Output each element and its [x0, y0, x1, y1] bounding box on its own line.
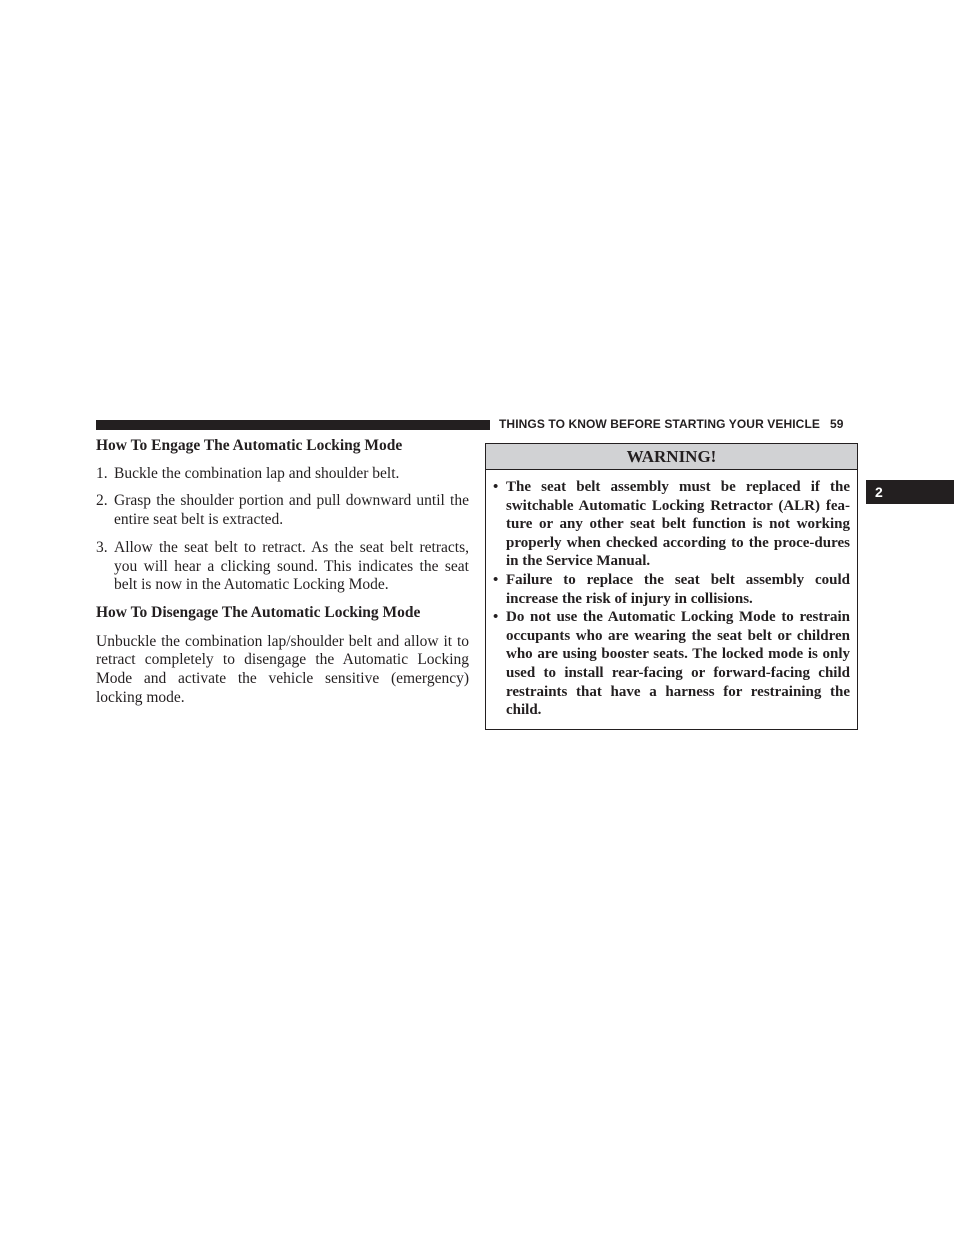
header-rule [96, 420, 490, 430]
disengage-paragraph: Unbuckle the combination lap/shoulder belt and allow it to retract completely to disengage the Automatic Locking Mode and activate the vehicle sensitive (emergency) locking mode. [96, 632, 469, 706]
bullet-icon: • [493, 609, 499, 626]
step-text: Allow the seat belt to retract. As the seat belt retracts, you will hear a clicking sound. This indicates the seat belt is now in the Automatic Locking Mode. [114, 538, 469, 594]
warning-text: The seat belt assembly must be replaced if the switchable Automatic Locking Retractor (ALR) fea-ture or any other seat belt function is not working properly when checked according to the proce-dures in the Service Manual. [506, 479, 850, 570]
step-item [96, 465, 469, 484]
warning-box [485, 443, 858, 730]
step-item [96, 539, 469, 595]
step-number: 2. [96, 492, 108, 510]
warning-text: Do not use the Automatic Locking Mode to restrain occupants who are wearing the seat belt or children who are using booster seats. The locked mode is only used to install rear-facing or forward-facing child restraints that have a harness for restraining the child. [506, 609, 850, 719]
chapter-tab: 2 [866, 480, 954, 504]
bullet-icon: • [493, 479, 499, 495]
step-item [96, 492, 469, 529]
warning-item [493, 571, 850, 608]
warning-list [486, 470, 857, 720]
warning-text: Failure to replace the seat belt assembly could increase the risk of injury in collisions. [506, 571, 850, 607]
running-header [499, 417, 858, 431]
warning-item [493, 478, 850, 571]
step-text: Buckle the combination lap and shoulder belt. [114, 464, 400, 482]
page-number: 59 [829, 417, 844, 431]
disengage-heading: How To Disengage The Automatic Locking Mode [96, 603, 421, 621]
bullet-icon: • [493, 571, 499, 588]
step-number: 1. [96, 464, 108, 482]
engage-steps [96, 465, 469, 595]
warning-item [493, 608, 850, 720]
left-column [96, 437, 469, 707]
step-text: Grasp the shoulder portion and pull downward until the entire seat belt is extracted. [114, 492, 469, 529]
section-title: THINGS TO KNOW BEFORE STARTING YOUR VEHICLE [499, 417, 820, 431]
step-number: 3. [96, 538, 108, 556]
warning-title: WARNING! [486, 444, 857, 470]
engage-heading: How To Engage The Automatic Locking Mode [96, 437, 403, 454]
